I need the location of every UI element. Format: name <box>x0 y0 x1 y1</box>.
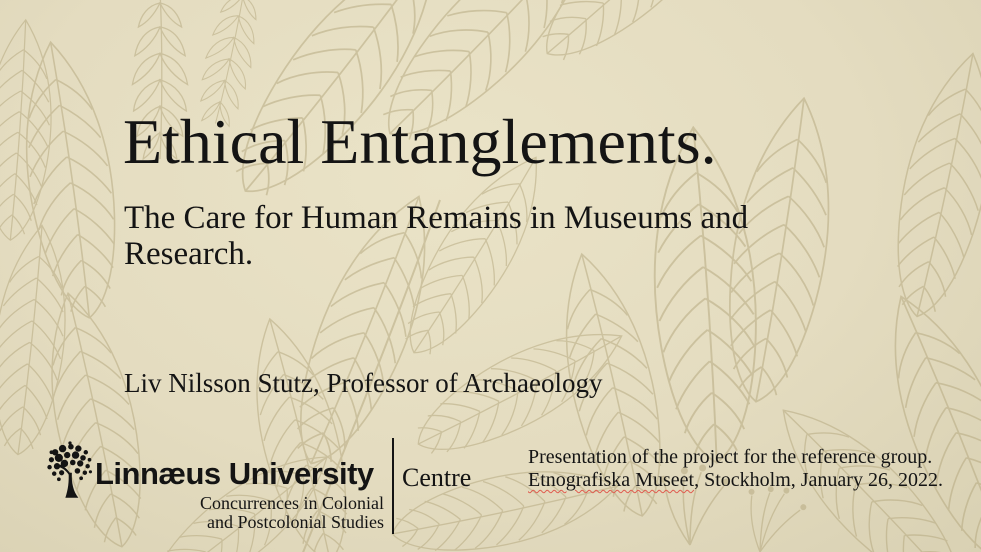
note-line-2-rest: , Stockholm, January 26, 2022. <box>694 469 943 491</box>
presentation-note <box>528 446 943 492</box>
logo-tagline-line1: Concurrences in Colonial <box>200 493 384 513</box>
spellcheck-underlined-text: Etnografiska Museet <box>528 469 695 491</box>
university-wordmark: Linnæus University <box>95 456 374 491</box>
page-title: Ethical Entanglements. <box>123 106 717 177</box>
linnaeus-tree-icon <box>44 437 96 501</box>
author-line: Liv Nilsson Stutz, Professor of Archaeology <box>124 368 603 398</box>
logo-tagline-line2: and Postcolonial Studies <box>207 512 384 532</box>
note-line-1: Presentation of the project for the reference group. <box>528 446 933 468</box>
logo-tagline <box>97 494 384 532</box>
logo-divider <box>392 438 394 534</box>
centre-label: Centre <box>402 463 472 492</box>
slide-subtitle: The Care for Human Remains in Museums and Research. <box>124 200 749 272</box>
note-line-2 <box>528 469 943 492</box>
